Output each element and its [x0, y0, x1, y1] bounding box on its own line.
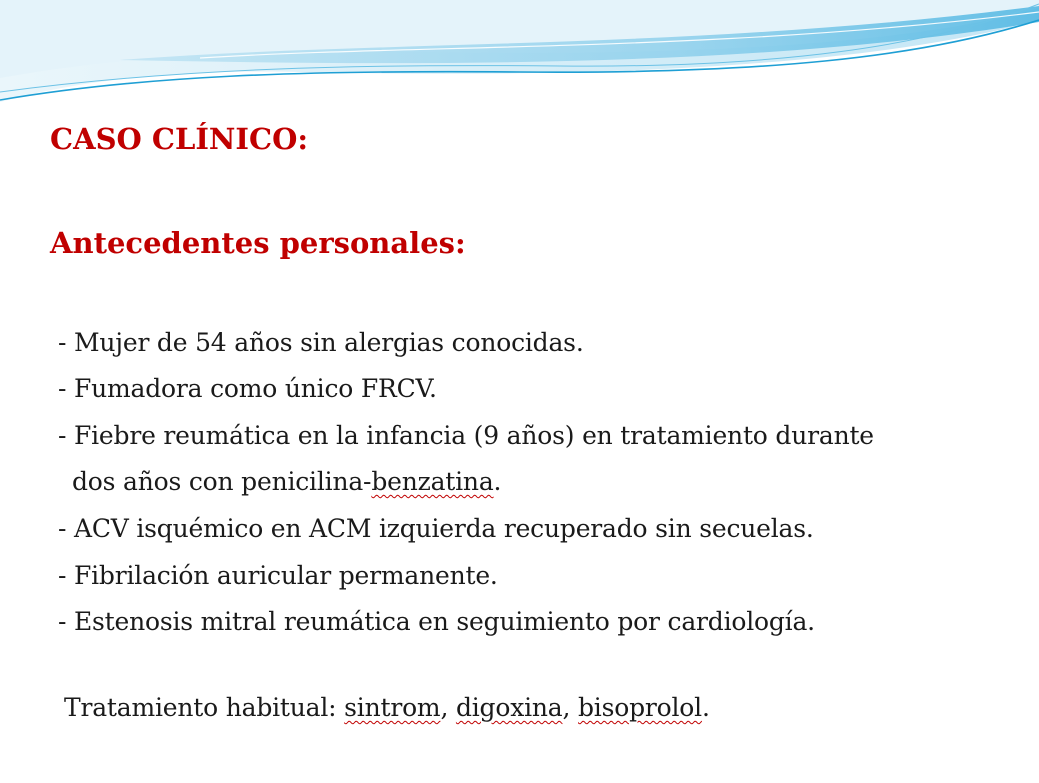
- drug-name: bisoprolol: [578, 693, 702, 722]
- section-heading: Antecedentes personales:: [50, 226, 466, 260]
- list-item-continuation: [72, 467, 501, 496]
- spellcheck-word: benzatina: [371, 467, 494, 496]
- list-item: - Fumadora como único FRCV.: [58, 374, 437, 403]
- list-item: - Estenosis mitral reumática en seguimiento por cardiología.: [58, 607, 815, 636]
- drug-name: digoxina: [455, 693, 563, 722]
- drug-name: sintrom: [344, 693, 441, 722]
- list-item: - Fiebre reumática en la infancia (9 años) en tratamiento durante: [58, 421, 874, 450]
- text-segment: .: [493, 467, 502, 496]
- text-segment: dos años con penicilina-: [72, 467, 372, 496]
- list-item: - ACV isquémico en ACM izquierda recuperado sin secuelas.: [58, 514, 814, 543]
- list-item: - Fibrilación auricular permanente.: [58, 561, 498, 590]
- slide-title: CASO CLÍNICO:: [50, 122, 309, 156]
- list-item: - Mujer de 54 años sin alergias conocidas.: [58, 328, 584, 357]
- separator: ,: [562, 693, 578, 722]
- separator: .: [701, 693, 710, 722]
- separator: ,: [440, 693, 456, 722]
- treatment-line: [64, 693, 710, 722]
- treatment-label: Tratamiento habitual:: [64, 693, 345, 722]
